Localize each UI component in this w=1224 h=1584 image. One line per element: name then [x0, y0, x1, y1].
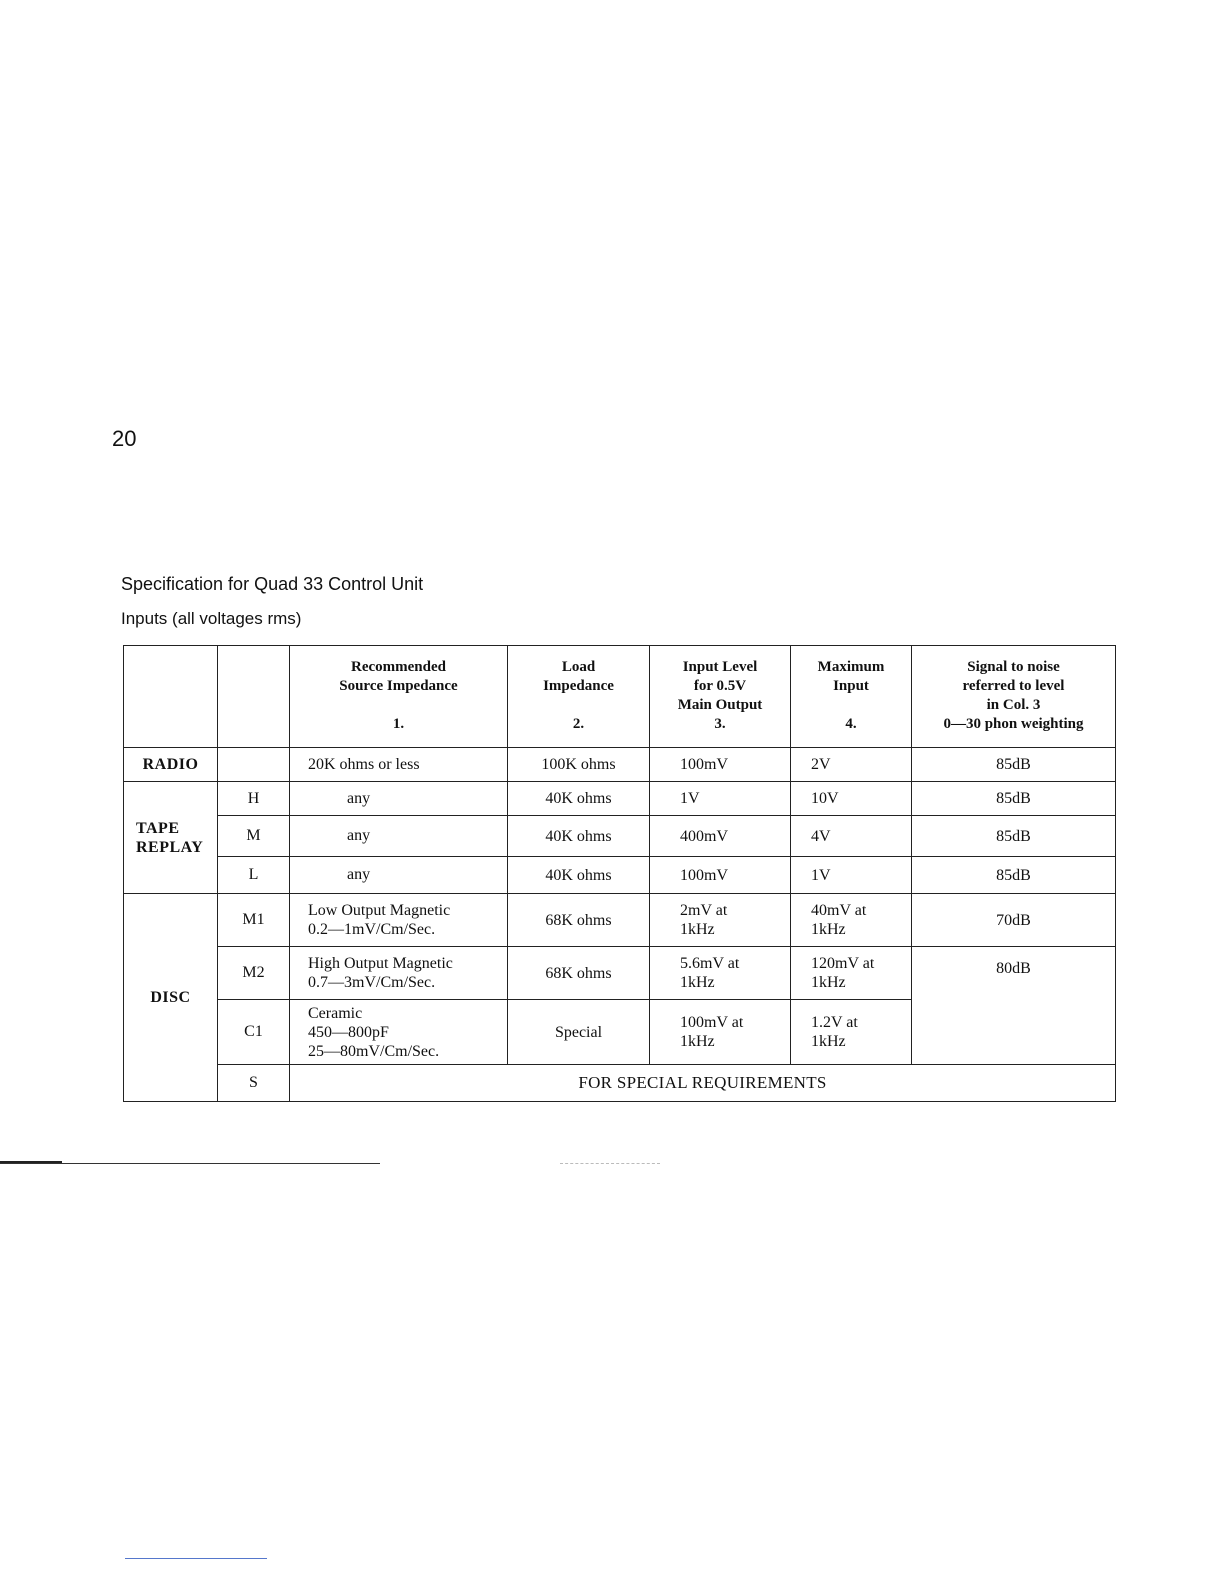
disc-snr: 70dB — [912, 894, 1116, 947]
special-requirements: FOR SPECIAL REQUIREMENTS — [290, 1065, 1116, 1102]
disc-source: Low Output Magnetic 0.2—1mV/Cm/Sec. — [290, 894, 508, 947]
disc-load: 68K ohms — [508, 894, 650, 947]
radio-max: 2V — [791, 748, 912, 782]
disc-max: 1.2V at 1kHz — [791, 1000, 912, 1065]
tape-source: any — [290, 857, 508, 894]
table-row — [124, 947, 1116, 1000]
header-maximum-input: Maximum Input 4. — [791, 646, 912, 748]
tape-snr: 85dB — [912, 816, 1116, 857]
disc-load: Special — [508, 1000, 650, 1065]
disc-level: 5.6mV at 1kHz — [650, 947, 791, 1000]
tape-max: 10V — [791, 782, 912, 816]
tape-sub-label: H — [218, 782, 290, 816]
tape-level: 400mV — [650, 816, 791, 857]
header-blank-cell — [124, 646, 218, 748]
disc-load: 68K ohms — [508, 947, 650, 1000]
disc-level: 100mV at 1kHz — [650, 1000, 791, 1065]
disc-source: High Output Magnetic 0.7—3mV/Cm/Sec. — [290, 947, 508, 1000]
tape-max: 1V — [791, 857, 912, 894]
tape-replay-label: TAPE REPLAY — [124, 782, 218, 894]
tape-source: any — [290, 816, 508, 857]
divider-line — [125, 1558, 267, 1559]
header-row — [124, 646, 1116, 748]
radio-load: 100K ohms — [508, 748, 650, 782]
header-blank-cell — [218, 646, 290, 748]
disc-sub-label: M2 — [218, 947, 290, 1000]
tape-level: 100mV — [650, 857, 791, 894]
tape-sub-label: M — [218, 816, 290, 857]
table-row — [124, 857, 1116, 894]
page-title: Specification for Quad 33 Control Unit — [121, 574, 424, 594]
disc-sub-label: M1 — [218, 894, 290, 947]
header-source-impedance: Recommended Source Impedance 1. — [290, 646, 508, 748]
tape-source: any — [290, 782, 508, 816]
table-row — [124, 816, 1116, 857]
table-row — [124, 894, 1116, 947]
tape-level: 1V — [650, 782, 791, 816]
page-number: 20 — [112, 426, 137, 451]
tape-load: 40K ohms — [508, 857, 650, 894]
radio-label: RADIO — [124, 748, 218, 782]
disc-level: 2mV at 1kHz — [650, 894, 791, 947]
tape-sub-label: L — [218, 857, 290, 894]
radio-level: 100mV — [650, 748, 791, 782]
disc-source: Ceramic 450—800pF 25—80mV/Cm/Sec. — [290, 1000, 508, 1065]
header-signal-to-noise: Signal to noise referred to level in Col. 3 0—30 phon weighting — [912, 646, 1116, 748]
tape-snr: 85dB — [912, 782, 1116, 816]
divider-line — [0, 1163, 380, 1164]
radio-source: 20K ohms or less — [290, 748, 508, 782]
disc-label: DISC — [124, 894, 218, 1102]
tape-load: 40K ohms — [508, 782, 650, 816]
radio-snr: 85dB — [912, 748, 1116, 782]
blank-cell — [218, 748, 290, 782]
section-subtitle: Inputs (all voltages rms) — [121, 609, 302, 628]
table-row — [124, 782, 1116, 816]
disc-sub-label: S — [218, 1065, 290, 1102]
header-input-level: Input Level for 0.5V Main Output 3. — [650, 646, 791, 748]
inputs-spec-table — [123, 645, 1116, 1102]
disc-max: 40mV at 1kHz — [791, 894, 912, 947]
disc-max: 120mV at 1kHz — [791, 947, 912, 1000]
divider-line — [560, 1163, 660, 1164]
header-load-impedance: Load Impedance 2. — [508, 646, 650, 748]
table-row — [124, 748, 1116, 782]
tape-snr: 85dB — [912, 857, 1116, 894]
table-row — [124, 1065, 1116, 1102]
disc-sub-label: C1 — [218, 1000, 290, 1065]
tape-max: 4V — [791, 816, 912, 857]
tape-load: 40K ohms — [508, 816, 650, 857]
disc-snr: 80dB — [912, 947, 1116, 1065]
